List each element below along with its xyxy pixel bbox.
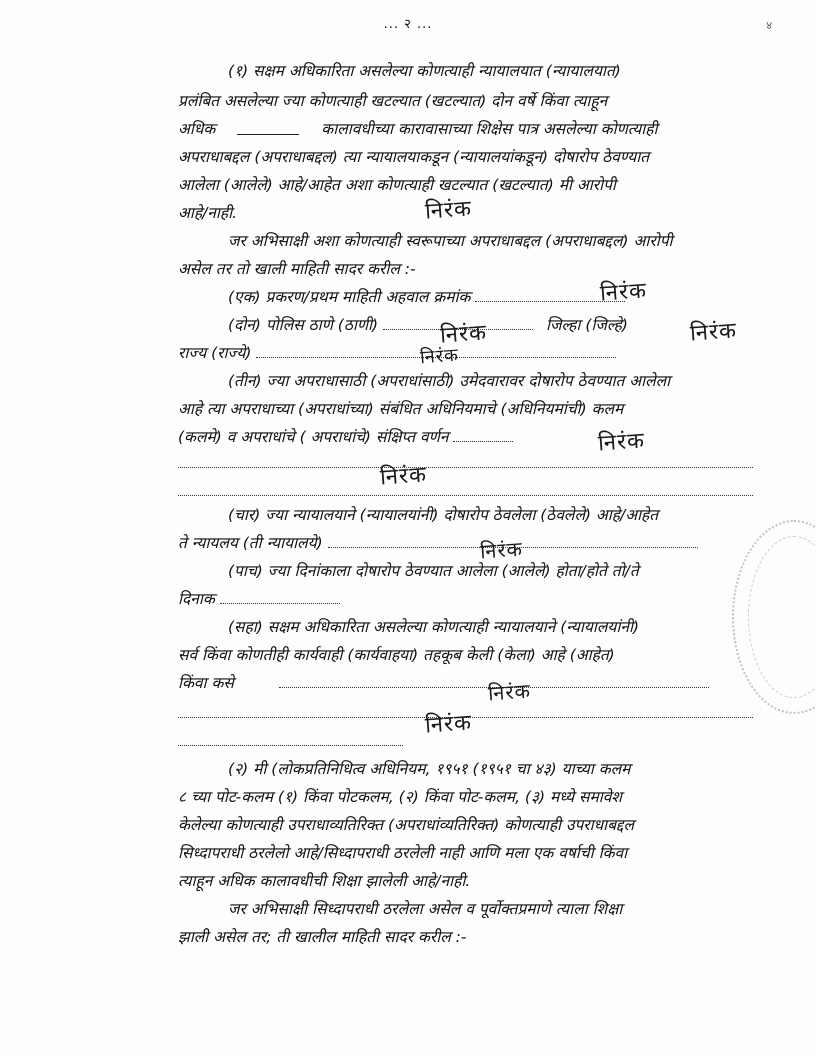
handwritten-nil: निरंक: [439, 320, 488, 349]
para-2-line-1: (२) मी (लोकप्रतिनिधित्व अधिनियम, १९५१ (१९५१ चा ४३) याच्या कलम: [228, 760, 631, 778]
date-blank: [220, 589, 340, 604]
blank-line: [178, 481, 753, 496]
item-1-fir-number: [228, 284, 758, 310]
para-2-line-5: त्याहून अधिक कालावधीची शिक्षा झालेली आहे/नाही.: [178, 872, 471, 890]
item-1-label: (एक) प्रकरण/प्रथम माहिती अहवाल क्रमांक: [228, 288, 471, 306]
accused-intro-line-2: असेल तर तो खाली माहिती सादर करील :-: [178, 260, 416, 278]
para-1-line-3a: अधिक: [178, 120, 216, 138]
dotted-line: [178, 728, 758, 754]
handwritten-nil: निरंक: [597, 428, 646, 457]
handwritten-nil: निरंक: [424, 710, 473, 739]
para-2-line-2: ८ च्या पोट-कलम (१) किंवा पोटकलम, (२) किंवा पोट-कलम, (३) मध्ये समावेश: [178, 788, 622, 806]
handwritten-nil: निरंक: [479, 536, 524, 564]
para-2-line-3: केलेल्या कोणत्याही उपराधाव्यतिरिक्त (अपराधांव्यतिरिक्त) कोणत्याही उपराधाबद्दल: [178, 816, 635, 834]
para-1-line-2: प्रलंबित असलेल्या ज्या कोणत्याही खटल्यात (खटल्यात) दोन वर्षे किंवा त्याहून: [178, 92, 608, 110]
state-line: [178, 340, 758, 366]
blank-dash: [237, 124, 299, 135]
item-4-line-1: (चार) ज्या न्यायालयाने (न्यायालयांनी) दोषारोप ठेवलेला (ठेवलेले) आहे/आहेत: [228, 506, 659, 524]
handwritten-nil: निरंक: [424, 196, 473, 225]
item-3-line-2: आहे त्या अपराधाच्या (अपराधांच्या) संबंधित अधिनियमाचे (अधिनियमांची) कलम: [178, 400, 624, 418]
item-2-police-station: [228, 312, 758, 338]
description-blank: [453, 427, 513, 442]
dotted-line: [178, 450, 758, 476]
item-5-line-2: [178, 586, 758, 612]
district-label: जिल्हा (जिल्हे): [545, 316, 628, 334]
item-6-line-3: [178, 670, 758, 696]
accused-intro-line-1: जर अभिसाक्षी अशा कोणत्याही स्वरूपाच्या अपराधाबद्दल (अपराधाबद्दल) आरोपी: [228, 232, 673, 250]
para-1-line-1: (१) सक्षम अधिकारिता असलेल्या कोणत्याही न्यायालयात (न्यायालयात): [228, 62, 621, 80]
handwritten-nil: निरंक: [419, 344, 460, 369]
page-number: ... २ ...: [383, 17, 433, 32]
dotted-line: [178, 478, 758, 504]
date-label: दिनाक: [178, 590, 215, 608]
convicted-intro-line-1: जर अभिसाक्षी सिध्दापराधी ठरलेला असेल व पूर्वोक्तप्रमाणे त्याला शिक्षा: [228, 900, 623, 918]
item-4-line-2: [178, 530, 758, 556]
para-2-line-4: सिध्दापराधी ठरलेलो आहे/सिध्दापराधी ठरलेली नाही आणि मला एक वर्षाची किंवा: [178, 844, 628, 862]
para-1-line-3b: कालावधीच्या कारावासाच्या शिक्षेस पात्र असलेल्या कोणत्याही: [321, 120, 658, 138]
handwritten-nil: निरंक: [487, 678, 532, 706]
item-5-line-1: (पाच) ज्या दिनांकाला दोषारोप ठेवण्यात आलेला (आलेले) होता/होते तो/ते: [228, 562, 639, 580]
blank-line: [178, 731, 403, 746]
corner-mark: ४: [766, 19, 772, 32]
blank-line: [178, 453, 753, 468]
handwritten-nil: निरंक: [599, 278, 648, 307]
police-station-label: (दोन) पोलिस ठाणे (ठाणी): [228, 316, 379, 334]
para-1-line-6: आहे/नाही.: [178, 204, 238, 222]
handwritten-nil: निरंक: [379, 462, 428, 491]
para-1-line-5: आलेला (आलेले) आहे/आहेत अशा कोणत्याही खटल्यात (खटल्यात) मी आरोपी: [178, 176, 616, 194]
para-1-line-4: अपराधाबद्दल (अपराधाबद्दल) त्या न्यायालयाकडून (न्यायालयांकडून) दोषारोप ठेवण्यात: [178, 148, 650, 166]
item-3-line-3: [178, 424, 758, 450]
item-4-label: ते न्यायलय (ती न्यायालये): [178, 534, 323, 552]
item-3-line-1: (तीन) ज्या अपराधासाठी (अपराधांसाठी) उमेदवारावर दोषारोप ठेवण्यात आलेला: [228, 372, 671, 390]
item-6-line-2: सर्व किंवा कोणतीही कार्यवाही (कार्यवाहया) तहकूब केली (केला) आहे (आहेत): [178, 646, 615, 664]
item-6-line-1: (सहा) सक्षम अधिकारिता असलेल्या कोणत्याही न्यायालयाने (न्यायालयांनी): [228, 618, 640, 636]
item-3-label: (कलमे) व अपराधांचे ( अपराधांचे) संक्षिप्त वर्णन: [178, 428, 449, 446]
handwritten-nil: निरंक: [689, 318, 738, 347]
convicted-intro-line-2: झाली असेल तर; ती खालील माहिती सादर करील :-: [178, 928, 467, 946]
item-6-label: किंवा कसे: [178, 674, 234, 692]
state-label: राज्य (राज्ये): [178, 344, 252, 362]
para-1-line-3: [178, 116, 758, 142]
